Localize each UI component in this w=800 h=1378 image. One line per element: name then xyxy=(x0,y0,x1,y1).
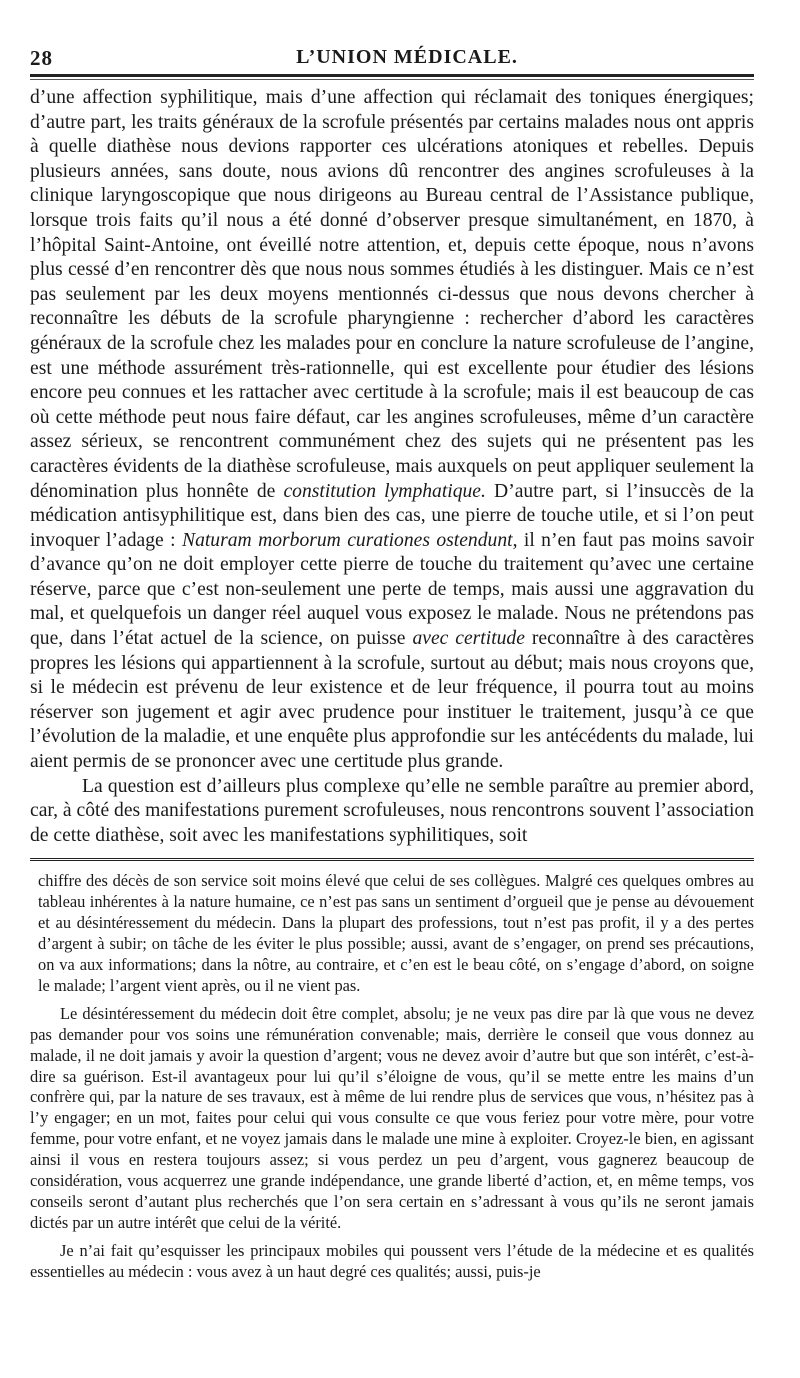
running-head xyxy=(30,40,754,70)
footnote-paragraph-3: Je n’ai fait qu’esquisser les principaux mobiles qui poussent vers l’étude de la médecine et es qualités essentielles au médecin : vous avez à un haut degré ces qualités; aussi, puis-je xyxy=(30,1240,754,1281)
header-rule xyxy=(30,74,754,77)
footnotes xyxy=(30,871,754,1282)
page-number: 28 xyxy=(30,46,53,70)
body-paragraph-2: La question est d’ailleurs plus complexe qu’elle ne semble paraître au premier abord, car, à côté des manifestations purement scrofuleuses, nous rencontrons souvent l’association de cette diathèse, soit avec les manifestations syphilitiques, soit xyxy=(30,775,754,846)
body-text: , il n’en faut pas moins savoir d’avance qu’on ne doit employer cette pierre de touche du traitement qu’avec une certaine réserve, parce que c’est non-seulement une perte de temps, mais aussi une aggravation du mal, et quelquefois un danger réel auquel vous exposez le malade. Nous ne prétendons pas que, dans l’état actuel de la science, on puisse xyxy=(30,529,754,650)
body-text: D’autre part, si l’insuccès de la médication antisyphilitique est, dans bien des cas, une pierre de touche utile, et si l’on peut invoquer l’adage : xyxy=(30,480,754,551)
main-text xyxy=(30,86,754,848)
latin-adage: Naturam morborum curationes ostendunt xyxy=(182,529,513,551)
italic-phrase: avec certitude xyxy=(412,628,525,650)
journal-title: L’UNION MÉDICALE. xyxy=(296,46,518,68)
body-paragraph-1 xyxy=(30,86,754,775)
italic-phrase: constitution lymphatique. xyxy=(283,480,486,502)
body-text: d’une affection syphilitique, mais d’une affection qui réclamait des toniques énergiques; d’autre part, les traits généraux de la scrofule présentés par certains malades nous ont appris à quelle diathèse nous devions rapporter ces ulcérations atoniques et rebelles. Depuis plusieurs années, sans doute, nous avions dû rencontrer des angines scrofuleuses à la clinique laryngoscopique que nous dirigeons au Bureau central de l’Assistance publique, lorsque trois faits qu’il nous a été donné d’observer presque simultanément, en 1870, à l’hôpital Saint-Antoine, ont éveillé notre attention, et, depuis cette époque, nous n’avons plus cessé d’en rencontrer dès que nous nous sommes étudiés à les distinguer. Mais ce n’est pas seulement par les deux moyens mentionnés ci-dessus que nous devons chercher à reconnaître les débuts de la scrofule pharyngienne : rechercher d’abord les caractères généraux de la scrofule chez les malades pour en conclure la nature scrofuleuse de l’angine, est une méthode assurément très-rationnelle, qui est excellente pour étudier des lésions encore peu connues et les rattacher avec certitude à la scrofule; mais il est beaucoup de cas où cette méthode peut nous faire défaut, car les angines scrofuleuses, même d’un caractère assez sérieux, se rencontrent communément chez des sujets qui ne présentent pas les caractères évidents de la diathèse scrofuleuse, mais auxquels on peut appliquer seulement la dénomination plus honnête de xyxy=(30,87,754,502)
footnote-separator xyxy=(30,858,754,863)
header-rule-thin xyxy=(30,79,754,80)
footnote-paragraph-2: Le désintéressement du médecin doit être complet, absolu; je ne veux pas dire par là que vous ne devez pas demander pour vos soins une rémunération convenable; mais, derrière le conseil que vous donnez au malade, il ne doit jamais y avoir la question d’argent; vous ne devez avoir d’autre but que son intérêt, c’est-à-dire sa guérison. Est-il avantageux pour lui qu’il s’éloigne de vous, qu’il se mette entre les mains d’un confrère qui, par la nature de ses travaux, est à même de lui rendre plus de services que vous, n’hésitez pas à l’y engager; en un mot, faites pour celui qui vous consulte ce que vous feriez pour votre mère, pour votre femme, pour votre enfant, et ne voyez jamais dans le malade une mine à exploiter. Croyez-le bien, en agissant ainsi il vous en restera toujours assez; si vous perdez un peu d’argent, vous gagnerez beaucoup de considération, vous acquerrez une grande indépendance, une grande liberté d’action, et, en même temps, vos conseils seront d’autant plus recherchés que l’on sera certain en s’adressant à vous qu’ils ne seront jamais dictés par un autre intérêt que celui de la vérité. xyxy=(30,1003,754,1232)
body-text: reconnaître à des caractères propres les lésions qui appartiennent à la scrofule, surtout au début; mais nous croyons que, si le médecin est prévenu de leur existence et de leur fréquence, il pourra tout au moins réserver son jugement et agir avec prudence pour instituer le traitement, jusqu’à ce que l’évolution de la maladie, et une enquête plus approfondie sur les antécédents du malade, lui aient permis de se prononcer avec une certitude plus grande. xyxy=(30,628,754,773)
footnote-paragraph-1: chiffre des décès de son service soit moins élevé que celui de ses collègues. Malgré ces quelques ombres au tableau inhérentes à la nature humaine, ce n’est pas sans un sentiment d’orgueil que je pense au dévouement et au désintéressement du médecin. Dans la plupart des professions, tout n’est pas profit, il y a des pertes d’argent à subir; on tâche de les éviter le plus possible; aussi, avant de s’engager, on prend ses précautions, on va aux informations; dans la nôtre, au contraire, et c’en est le beau côté, on s’engage d’abord, on soigne le malade; l’argent vient après, ou il ne vient pas. xyxy=(38,871,754,995)
